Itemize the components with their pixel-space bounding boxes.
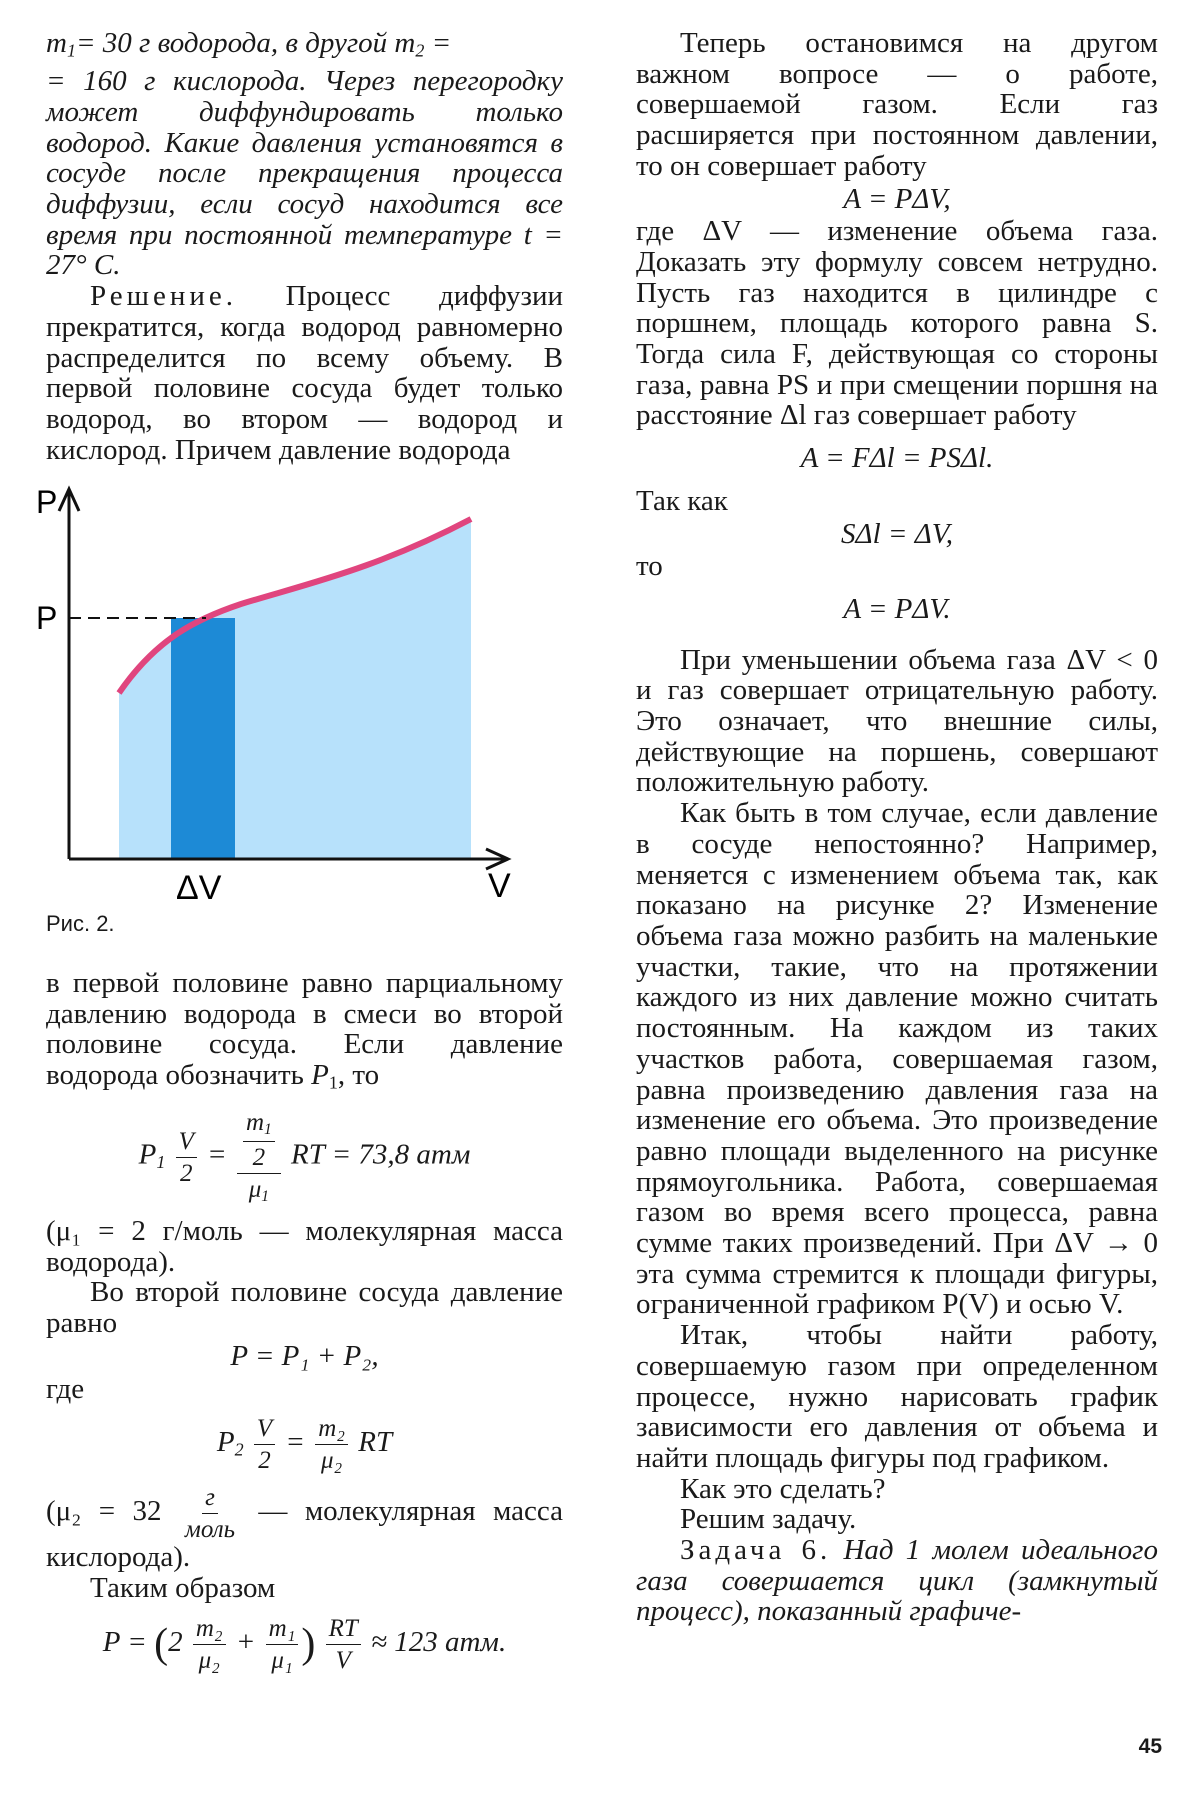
- figure-caption: Рис. 2.: [46, 911, 115, 937]
- paragraph-partial-pressure: [46, 968, 563, 1098]
- mu2-unit-den: моль: [184, 1516, 236, 1544]
- figure-pv-diagram: [36, 479, 566, 909]
- task-6-paragraph: [636, 1535, 1158, 1627]
- f1-mu: μ: [248, 1175, 262, 1203]
- f1-v: V: [176, 1129, 197, 1158]
- so-as-word: Так как: [636, 484, 728, 517]
- solution-paragraph: [46, 281, 563, 465]
- then-word: то: [636, 550, 663, 583]
- f4-result: ≈ 123 атм.: [371, 1625, 507, 1658]
- variable-pressure-paragraph: Как быть в том случае, если давление в сосуде непостоянно? Например, меняется с изменением объема так, как показано на рисунке 2? Изменение объема газа можно разбить на маленькие участки, такие, что на протяжении каждого из них давление можно считать постоянным. На каждом из таких участков работа, совершаемая газом, равна произведению давления газа на изменение его объема. Это произведение равно площади выделенного на рисунке прямоугольника. Работа, совершаемая газом во время всего процесса, равна сумме таких произведений. При ΔV → 0 эта сумма стремится к площади фигуры, ограниченной графиком P(V) и осью V.: [636, 797, 1158, 1321]
- solve-line: Решим задачу.: [680, 1503, 857, 1536]
- f4-open-paren: (: [154, 1620, 169, 1667]
- f1-m1-over-2: [243, 1110, 275, 1169]
- left-column: [36, 27, 563, 1685]
- formula-work-1: A = PΔV,: [843, 182, 951, 215]
- mu2-prefix: (μ₂ = 32: [46, 1495, 162, 1528]
- f1-m-sub: 1: [264, 1121, 272, 1139]
- task-label: Задача 6.: [680, 1534, 832, 1567]
- work-intro-paragraph: Теперь остановимся на другом важном вопросе — о работе, совершаемой газом. Если газ расширяется при постоянном давлении, то он совершает работу: [636, 27, 1158, 182]
- formula-work-3: A = PΔV.: [843, 592, 951, 625]
- x-axis-label: V: [488, 867, 511, 906]
- how-question: Как это сделать?: [680, 1472, 886, 1505]
- f3-p: P: [216, 1426, 235, 1459]
- where-word: где: [46, 1372, 85, 1405]
- solution-text: Процесс диффузии прекратится, когда водород равномерно распределится по всему объему. В первой половине сосуда будет только водород, во втором — водород и кислород. Причем давление водорода: [46, 280, 563, 466]
- f4-rt: RT: [326, 1616, 361, 1645]
- f4-mu1: μ₁: [271, 1646, 293, 1674]
- f3-two: 2: [258, 1447, 271, 1475]
- mu2-note: [46, 1485, 563, 1573]
- f1-result: RT = 73,8 атм: [291, 1138, 471, 1171]
- problem-first-line: [46, 28, 563, 66]
- p1-symbol: P: [311, 1059, 329, 1092]
- formula-work-2: A = FΔl = PSΔl.: [800, 442, 994, 475]
- f4-m2: m₂: [193, 1616, 226, 1645]
- f3-v: V: [254, 1416, 275, 1445]
- partial-pressure-end: , то: [337, 1059, 380, 1092]
- problem-text: = 160 г кислорода. Через перегородку может диффундировать только водород. Какие давления установятся в сосуде после прекращения процесса диффузии, если сосуд находится все время при постоянной температуре t = 27° С.: [46, 65, 563, 282]
- task-text: Над 1 молем идеального газа совершается цикл (замкнутый процесс), показанный графиче-: [636, 1534, 1158, 1628]
- y-axis-label: P: [36, 484, 58, 521]
- formula-p1: $P_1$ $\frac{V}{2}$ = $\frac{\frac{m_1}{2}}{\mu_1}$ RT = 73,8 атм: [138, 1109, 471, 1205]
- f4-m1-over-mu1: [266, 1616, 299, 1673]
- page-number: 45: [1138, 1735, 1162, 1758]
- delta-v-label: ΔV: [176, 869, 222, 908]
- f1-p: P: [138, 1138, 157, 1171]
- pv-graph: [36, 479, 566, 909]
- formula-p2: $P_2$ $\frac{V}{2}$ = $\frac{\text{m₂}}{\text{μ₂}}$ RT: [216, 1415, 393, 1475]
- f4-p: P =: [102, 1625, 147, 1658]
- mass-subscript: 1: [66, 40, 76, 61]
- work-proof-paragraph: где ΔV — изменение объема газа. Доказать эту формулу совсем нетрудно. Пусть газ находится в цилиндре с поршнем, площадь которого равна S. Тогда сила F, действующая со стороны газа, равна PS и при смещении поршня на расстояние Δl газ совершает работу: [636, 215, 1158, 432]
- mu1-note: (μ₁ = 2 г/моль — молекулярная масса водорода).: [46, 1215, 563, 1278]
- f3-m2: m₂: [315, 1416, 348, 1445]
- f1-two: 2: [179, 1159, 193, 1187]
- f3-m-over-mu: [315, 1416, 348, 1473]
- f4-plus: +: [235, 1625, 256, 1658]
- pressure-label: P: [36, 600, 58, 637]
- negative-work-paragraph: При уменьшении объема газа ΔV < 0 и газ совершает отрицательную работу. Это означает, что внешние силы, действующие на поршень, совершают положительную работу.: [636, 643, 1158, 799]
- partial-pressure-text: в первой половине равно парциальному давлению водорода в смеси во второй половине сосуда. Если давление водорода обозначить: [46, 967, 563, 1092]
- f1-mu-sub: 1: [261, 1187, 270, 1205]
- f1-mass-numerator: [237, 1110, 281, 1173]
- formula-sum: P = P₁ + P₂,: [230, 1339, 379, 1372]
- solution-label: Решение.: [90, 280, 237, 313]
- second-half-paragraph: Во второй половине сосуда давление равно: [46, 1276, 563, 1340]
- f4-v: V: [335, 1646, 351, 1674]
- problem-text-part-2: =: [424, 27, 452, 59]
- mass-symbol: m: [46, 27, 67, 59]
- mass-subscript-2: 2: [415, 40, 425, 61]
- problem-text-part: = 30 г водорода, в другой m: [75, 27, 416, 59]
- right-column: [636, 28, 1158, 1627]
- f1-v-over-2: [176, 1129, 197, 1186]
- formula-final-p: [46, 1616, 563, 1673]
- mu2-units: [182, 1485, 238, 1542]
- f4-m1: m₁: [266, 1616, 299, 1645]
- thus-line: Таким образом: [90, 1572, 276, 1604]
- f4-mu2: μ₂: [198, 1646, 220, 1674]
- f3-mu2: μ₂: [320, 1447, 343, 1475]
- f4-two: 2: [168, 1625, 183, 1658]
- f1-m: m: [245, 1109, 265, 1137]
- mu2-unit-num: г: [202, 1485, 218, 1514]
- f4-m2-over-mu2: [193, 1616, 226, 1673]
- formula-area-volume: SΔl = ΔV,: [841, 517, 953, 550]
- f3-rt: RT: [358, 1426, 393, 1459]
- mu2-suffix: — молекулярная масса кислорода).: [46, 1495, 563, 1574]
- f1-mass-fraction: [237, 1110, 281, 1204]
- p1-subscript: 1: [328, 1072, 338, 1093]
- f1-p-sub: 1: [156, 1152, 166, 1173]
- conclusion-paragraph: Итак, чтобы найти работу, совершаемую газом при определенном процессе, нужно нарисовать график зависимости его давления от объема и найти площадь фигуры под графиком.: [636, 1319, 1158, 1474]
- highlighted-rectangle: [171, 618, 235, 859]
- f3-v-over-2: [254, 1416, 275, 1473]
- f3-p-sub: 2: [234, 1439, 244, 1460]
- f4-rt-over-v: [326, 1616, 361, 1673]
- f1-m-two: 2: [252, 1143, 266, 1171]
- f4-close-paren: ): [301, 1620, 316, 1667]
